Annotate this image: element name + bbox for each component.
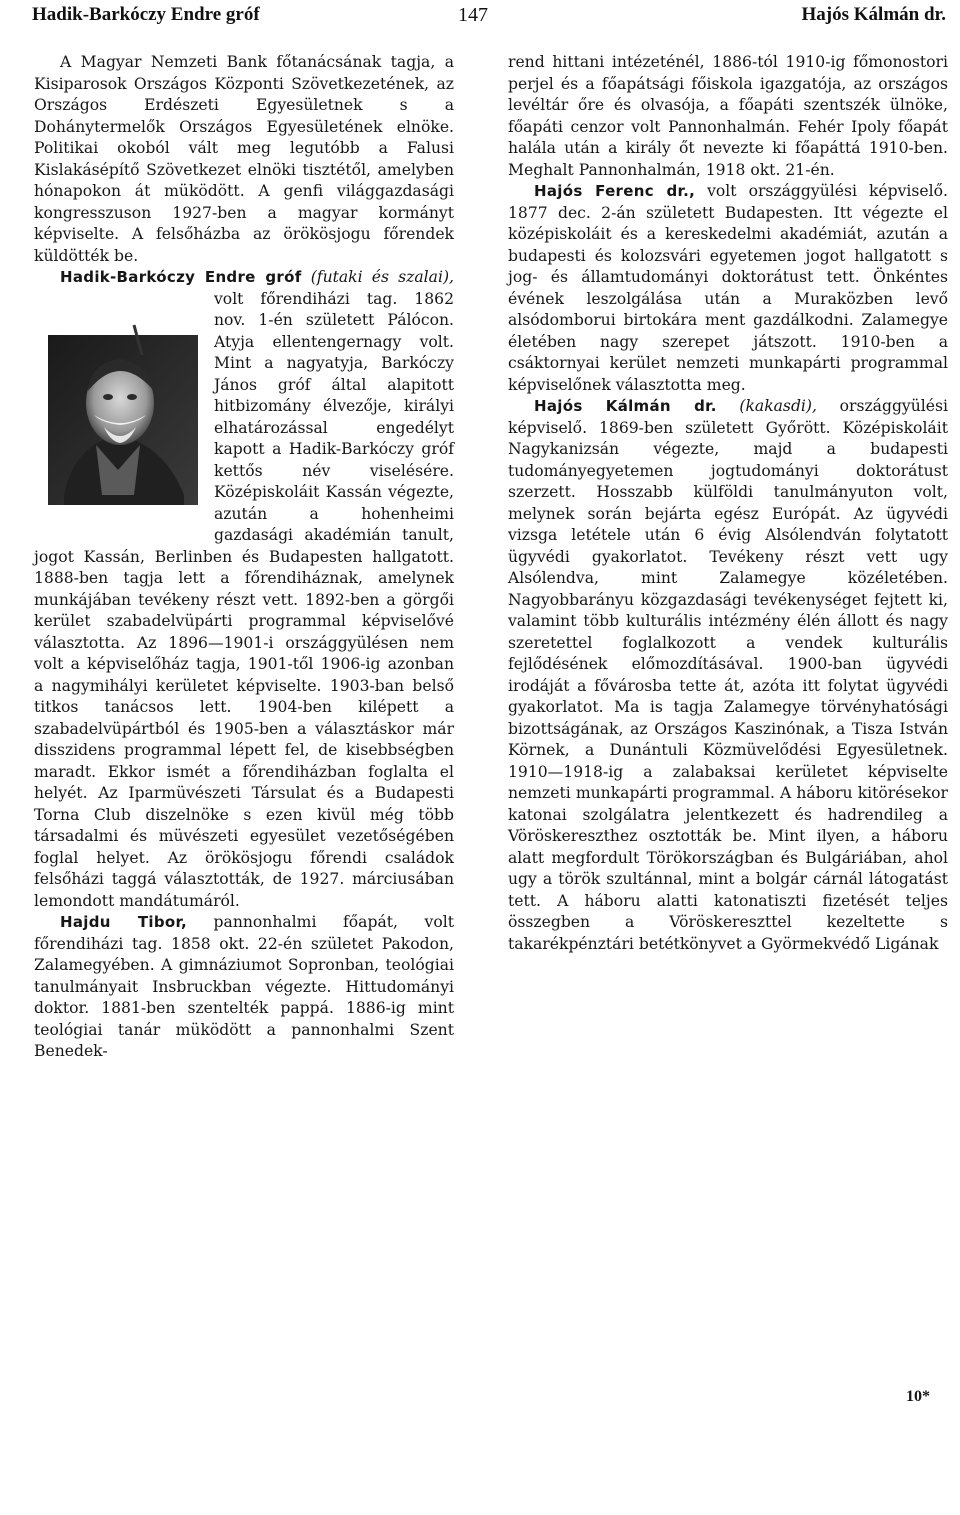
entry-hajos-ferenc (508, 181, 948, 396)
entry-hadik-barkoczy (34, 267, 454, 912)
paragraph-continuation: rend hittani intézeténél, 1886-tól 1910-ig főmonostori perjel és a főapátsági főiskola igazgatója, az országos levéltár őre és olvasója, a főapáti szentszék ülnöke, főapáti cenzor volt Pannonhalmán. Fehér Ipoly főapát halála után a király őt nevezte ki főapáttá 1910-ben. Meghalt Pannonhalmán, 1918 okt. 21-én. (508, 53, 948, 179)
entry-hajos-kalman (508, 396, 948, 955)
entry-hajdu (34, 912, 454, 1063)
portrait-photo (34, 295, 202, 527)
paragraph-bank-council: A Magyar Nemzeti Bank főtanácsának tagja, a Kisiparosok Országos Központi Szövetkezetének, az Országos Erdészeti Egyesületnek s a Dohánytermelők Országos Egyesületének elnöke. Politikai okoból vált meg legutóbb a Falusi Kislakásépítő Szövetkezet elnöki tisztétől, amelyben hónapokon át müködött. A genfi világgazdasági kongresszuson 1927-ben a magyar kormányt képviselte. A felsőházba az örökösjogu főrendek küldötték be. (34, 53, 454, 265)
entry-epithet: (kakasdi), (739, 397, 817, 415)
entry-epithet: (futaki és szalai), (310, 268, 454, 286)
entry-body: volt főrendiházi tag. 1862 nov. 1-én született Pálócon. Atyja ellentengernagy volt. Mint a nagyatyja, Barkóczy János gróf által alapitott hitbizomány élvezője, királyi elhatározással engedélyt kapott a Hadik-Barkóczy gróf kettős név viselésére. Középiskoláit Kassán végezte, azután a hohenheimi gazdasági akadémián tanult, jogot Kassán, Berlinben és Budapesten hallgatott. 1888-ben tagja lett a főrendiháznak, amelynek munkájában tevékeny részt vett. 1892-ben a görgői kerület szabadelvüpárti programmal képviselővé választotta. Az 1896—1901-i országgyülésen nem volt a képviselőház tagja, 1901-től 1906-ig azonban a nagymihályi kerületet képviselte. 1903-ban belső titkos tanácsos lett. 1904-ben kilépett a szabadelvüpártból és 1905-ben a választáskor már disszidens programmal lépett fel, de kisebbségben maradt. Ekkor ismét a főrendiházban foglalta el helyét. Az Iparmüvészeti Társulat és a Budapesti Torna Club diszelnöke s ezen kivül még több társadalmi és müvészeti egyesület vezetőségében foglal helyet. Az örökösjogu főrendi családok felsőházi taggá választották, de 1927. márciusában lemondott mandátumáról. (34, 289, 454, 910)
signature-mark: 10* (906, 1388, 930, 1405)
entry-name: Hajdu Tibor, (60, 913, 187, 931)
page-number: 147 (458, 4, 488, 26)
entry-name: Hajós Kálmán dr. (534, 397, 717, 415)
running-head-left: Hadik-Barkóczy Endre gróf (32, 4, 260, 25)
entry-name: Hadik-Barkóczy Endre gróf (60, 268, 302, 286)
entry-name: Hajós Ferenc dr., (534, 182, 696, 200)
left-column (34, 52, 454, 1063)
page-header (0, 0, 960, 40)
entry-body: volt országgyülési képviselő. 1877 dec. 2-án született Budapesten. Itt végezte el középiskoláit és a kereskedelmi akadémiát, azután a budapesti és kolozsvári egyetemen jogot hallgatott s jog- és államtudományi doktorátust tett. Önkéntes évének leszolgálása után a Muraközben levő alsódomborui birtokára ment gazdálkodni. Zalamegye életében nagy szerepet játszott. 1910-ben a csáktornyai kerület nemzeti munkapárti programmal képviselőnek választotta meg. (508, 182, 948, 394)
right-column (508, 52, 948, 955)
entry-body: országgyülési képviselő. 1869-ben született Győrött. Középiskoláit Nagykanizsán végezte, majd a budapesti tudományegyetemen jogtudományi doktorátust szerzett. Hosszabb külföldi tanulmányuton volt, melynek során bejárta egész Európát. Az ügyvédi vizsga letétele után 6 évig Alsólendván folytatott ügyvédi gyakorlatot. Tevékeny részt vett ugy Alsólendva, mint Zalamegye közéletében. Nagyobbarányu közgazdasági tevékenységet fejtett ki, valamint több kulturális intézmény élén állott és nagy szeretettel foglalkozott a vendek kulturális fejlődésének előmozdításával. 1900-ban ügyvédi irodáját a fővárosba tette át, azóta itt folytat ügyvédi gyakorlatot. Ma is tagja Zalamegye törvényhatósági bizottságának, az Országos Kaszinónak, a Tisza István Körnek, a Dunántuli Közmüvelődési Egyesületnek. 1910—1918-ig a zalabaksai kerületet képviselte nemzeti munkapárti programmal. A háboru kitörésekor katonai szolgálatra jelentkezett és hadrendileg a Vöröskereszthez osztották be. Mint ilyen, a háboru alatt megfordult Törökországban és Bulgáriában, ahol ugy a török szultánnal, mint a bolgár cárnál látogatást tett. A háboru alatti katonatiszti fizetését teljes összegben a Vöröskereszttel kezeltette s takarékpénztári betétkönyvet a Györmekvédő Ligának (508, 397, 948, 953)
entry-body: pannonhalmi főapát, volt főrendiházi tag. 1858 okt. 22-én születet Pakodon, Zalamegyében. A gimnáziumot Sopronban, teológiai tanulmányait Insbruckban végezte. Hittudományi doktor. 1881-ben szentelték pappá. 1886-ig mint teológiai tanár müködött a pannonhalmi Szent Benedek- (34, 913, 454, 1060)
running-head-right: Hajós Kálmán dr. (801, 4, 946, 25)
